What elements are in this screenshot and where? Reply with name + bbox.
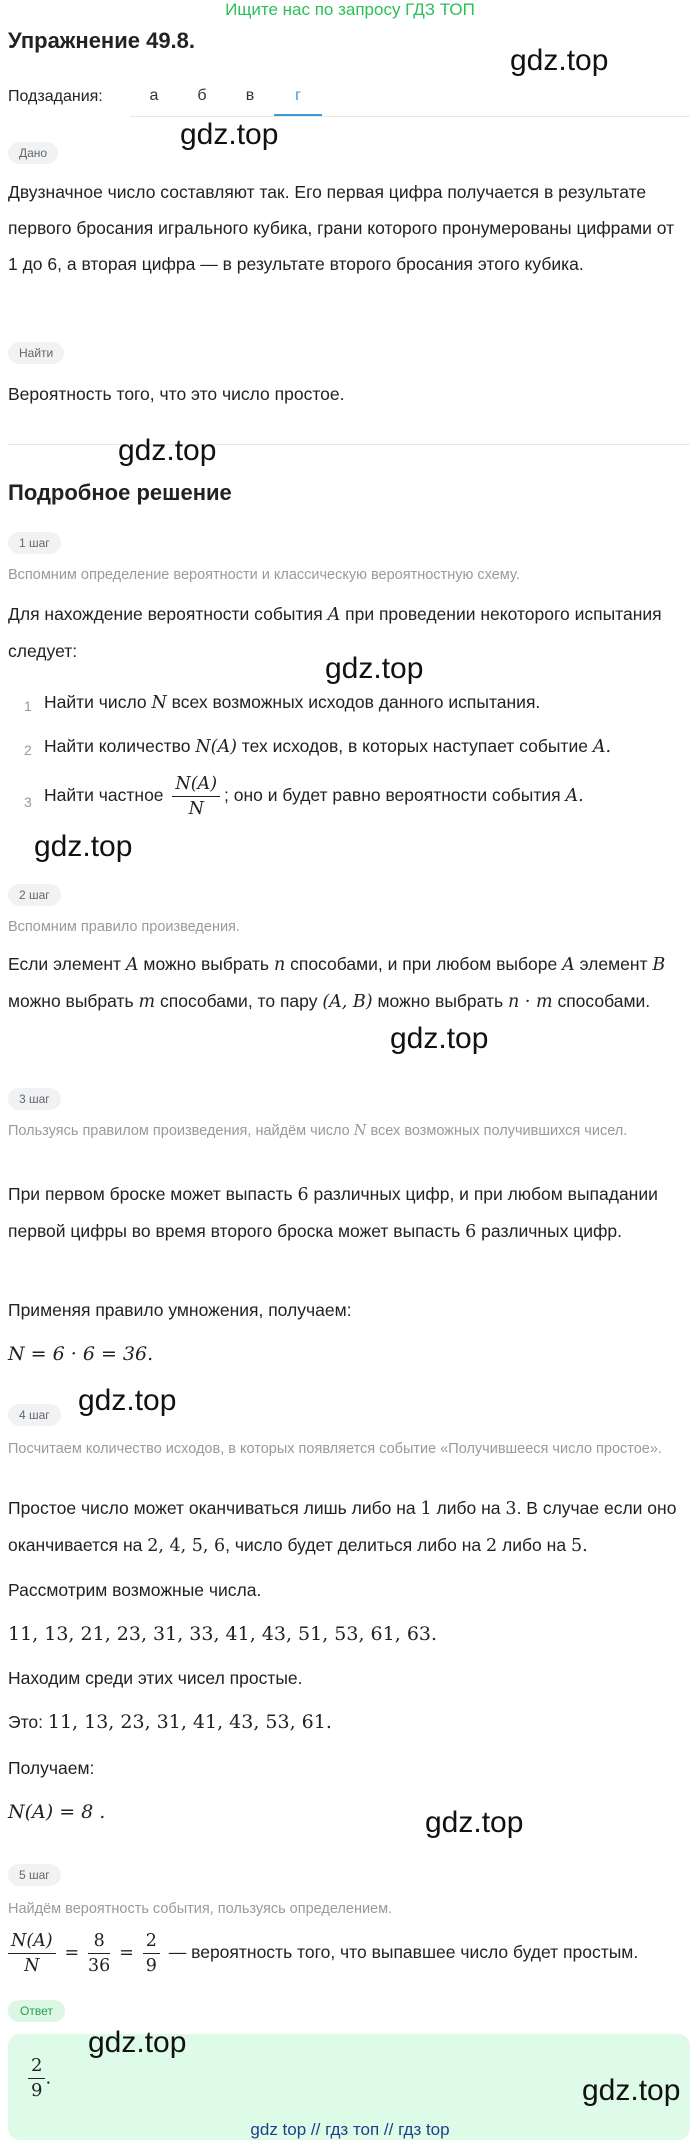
answer-chip: Ответ bbox=[8, 2000, 65, 2022]
list-item-text: ; оно и будет равно вероятности события bbox=[224, 785, 561, 806]
watermark: gdz.top bbox=[325, 652, 424, 685]
math-A: A. bbox=[592, 737, 612, 757]
footer-links[interactable]: gdz top // гдз топ // гдз top bbox=[250, 2120, 450, 2139]
step-2-chip: 2 шаг bbox=[8, 884, 61, 906]
list-item-text: тех исходов, в которых наступает событие bbox=[241, 736, 588, 756]
divider bbox=[8, 444, 690, 445]
list-number: 1 bbox=[24, 698, 32, 714]
tab-a[interactable]: а bbox=[149, 87, 159, 104]
watermark: gdz.top bbox=[180, 118, 279, 151]
text: способами. bbox=[557, 991, 651, 1011]
step-3-paragraph: При первом броске может выпасть 6 различных цифр, и при любом выпадании первой цифры во время второго броска может выпасть 6 различных цифр. bbox=[8, 1184, 658, 1242]
text: элемент bbox=[579, 954, 648, 974]
answer-num: 2 bbox=[28, 2054, 45, 2079]
text: — вероятность того, что выпавшее число будет простым. bbox=[168, 1942, 639, 1962]
find-text: Вероятность того, что это число простое. bbox=[8, 384, 345, 404]
step-3-formula bbox=[8, 1336, 688, 1373]
step-3-paragraph-2: Применяя правило умножения, получаем: bbox=[8, 1300, 352, 1320]
solution-title: Подробное решение bbox=[8, 480, 232, 505]
list-number: 2 bbox=[24, 742, 32, 758]
fraction-NA-N: $\frac{N(A)}{N}$ bbox=[172, 772, 220, 821]
list-item-text: Найти количество bbox=[44, 736, 191, 756]
step-2-text: Если элемент A можно выбрать n способами, и при любом выборе A элемент B можно выбрать m способами, то пару (A, B) можно выбрать n · m способами. bbox=[8, 954, 666, 1012]
math-A: A bbox=[327, 605, 341, 625]
search-banner[interactable]: Ищите нас по запросу ГДЗ ТОП bbox=[225, 0, 475, 19]
step-4-paragraph-3: Находим среди этих чисел простые. bbox=[8, 1668, 303, 1688]
list-item bbox=[44, 736, 611, 757]
formula: N = 6 · 6 = 36. bbox=[8, 1343, 154, 1365]
step-4-paragraph-4: Получаем: bbox=[8, 1758, 95, 1778]
answer-den: 9 bbox=[31, 2080, 43, 2101]
text: можно выбрать bbox=[8, 991, 134, 1011]
text: можно выбрать bbox=[143, 954, 270, 974]
watermark: gdz.top bbox=[88, 2026, 187, 2059]
step-1-text-b: при проведении некоторого испытания следует: bbox=[8, 604, 662, 661]
math-A: A. bbox=[565, 786, 584, 807]
watermark: gdz.top bbox=[425, 1806, 524, 1839]
watermark: gdz.top bbox=[510, 44, 609, 77]
list-number: 3 bbox=[24, 794, 32, 810]
tab-b[interactable]: б bbox=[197, 87, 207, 104]
step-5-formula: $\frac{N(A)}{N}$ = $\frac{8}{36}$ = $\frac{2}{9}$ — вероятность того, что выпавшее число будет простым. bbox=[8, 1924, 688, 1981]
step-1-hint: Вспомним определение вероятности и классическую вероятностную схему. bbox=[8, 567, 520, 583]
find-chip: Найти bbox=[8, 342, 64, 364]
text: различных цифр, и при любом выпадании первой цифры во время второго броска может выпасть bbox=[8, 1184, 658, 1241]
watermark: gdz.top bbox=[78, 1384, 177, 1417]
text: Простое число может оканчиваться лишь либо на bbox=[8, 1498, 416, 1518]
text: При первом броске может выпасть bbox=[8, 1184, 293, 1204]
prime-numbers bbox=[8, 1704, 688, 1740]
step-3-hint: Пользуясь правилом произведения, найдём число N всех возможных получившихся чисел. bbox=[8, 1123, 628, 1139]
possible-numbers bbox=[8, 1616, 688, 1653]
numbers: 11, 13, 23, 31, 41, 43, 53, 61. bbox=[47, 1711, 332, 1733]
text: либо на bbox=[502, 1535, 567, 1555]
text: способами, то пару bbox=[160, 991, 318, 1011]
list-item bbox=[44, 772, 584, 821]
step-1-text-a: Для нахождение вероятности события bbox=[8, 604, 323, 624]
step-4-hint: Посчитаем количество исходов, в которых появляется событие «Получившееся число простое». bbox=[8, 1441, 662, 1457]
text: Это: bbox=[8, 1712, 43, 1732]
math-NA: N(A) bbox=[195, 737, 237, 757]
tab-g[interactable]: г bbox=[274, 80, 322, 116]
step-4-paragraph: Простое число может оканчиваться лишь либо на 1 либо на 3. В случае если оно оканчивается на 2, 4, 5, 6, число будет делиться либо на 2 либо на 5. bbox=[8, 1498, 677, 1556]
text: можно выбрать bbox=[377, 991, 504, 1011]
text: Пользуясь правилом произведения, найдём число bbox=[8, 1123, 350, 1139]
formula: N(A) = 8 . bbox=[8, 1801, 106, 1823]
step-4-paragraph-2: Рассмотрим возможные числа. bbox=[8, 1580, 262, 1600]
tab-v[interactable]: в bbox=[245, 87, 255, 104]
answer-value bbox=[28, 2054, 51, 2103]
text: либо на bbox=[436, 1498, 501, 1518]
watermark: gdz.top bbox=[118, 434, 217, 467]
watermark: gdz.top bbox=[34, 830, 133, 863]
subtasks-label: Подзадания: bbox=[8, 88, 103, 105]
numbers: 11, 13, 21, 23, 31, 33, 41, 43, 51, 53, 61, 63. bbox=[8, 1623, 438, 1645]
step-1-chip: 1 шаг bbox=[8, 532, 61, 554]
text: всех возможных получившихся чисел. bbox=[370, 1123, 628, 1139]
list-item bbox=[44, 692, 540, 713]
given-text: Двузначное число составляют так. Его первая цифра получается в результате первого бросания игрального кубика, грани которого пронумерованы цифрами от 1 до 6, а вторая цифра — в результате второго бросания этого кубика. bbox=[8, 182, 675, 274]
step-5-hint: Найдём вероятность события, пользуясь определением. bbox=[8, 1901, 393, 1917]
step-3-chip: 3 шаг bbox=[8, 1088, 61, 1110]
watermark: gdz.top bbox=[390, 1022, 489, 1055]
given-chip: Дано bbox=[8, 142, 58, 164]
answer-dot: . bbox=[45, 2067, 52, 2089]
text: Если элемент bbox=[8, 954, 122, 974]
list-item-text: Найти частное bbox=[44, 785, 164, 806]
exercise-title: Упражнение 49.8. bbox=[8, 28, 196, 53]
list-item-text: всех возможных исходов данного испытания. bbox=[171, 692, 541, 712]
subtask-tabs bbox=[130, 80, 690, 117]
watermark: gdz.top bbox=[582, 2074, 681, 2107]
step-2-hint: Вспомним правило произведения. bbox=[8, 919, 240, 935]
text: способами, и при любом выборе bbox=[290, 954, 558, 974]
step-4-chip: 4 шаг bbox=[8, 1404, 61, 1426]
step-4-formula bbox=[8, 1794, 688, 1831]
text: . В случае если оно оканчивается на bbox=[8, 1498, 677, 1555]
math-N: N bbox=[151, 693, 167, 713]
text: различных цифр. bbox=[481, 1221, 623, 1241]
step-5-chip: 5 шаг bbox=[8, 1864, 61, 1886]
text: , число будет делиться либо на bbox=[225, 1535, 482, 1555]
list-item-text: Найти число bbox=[44, 692, 147, 712]
